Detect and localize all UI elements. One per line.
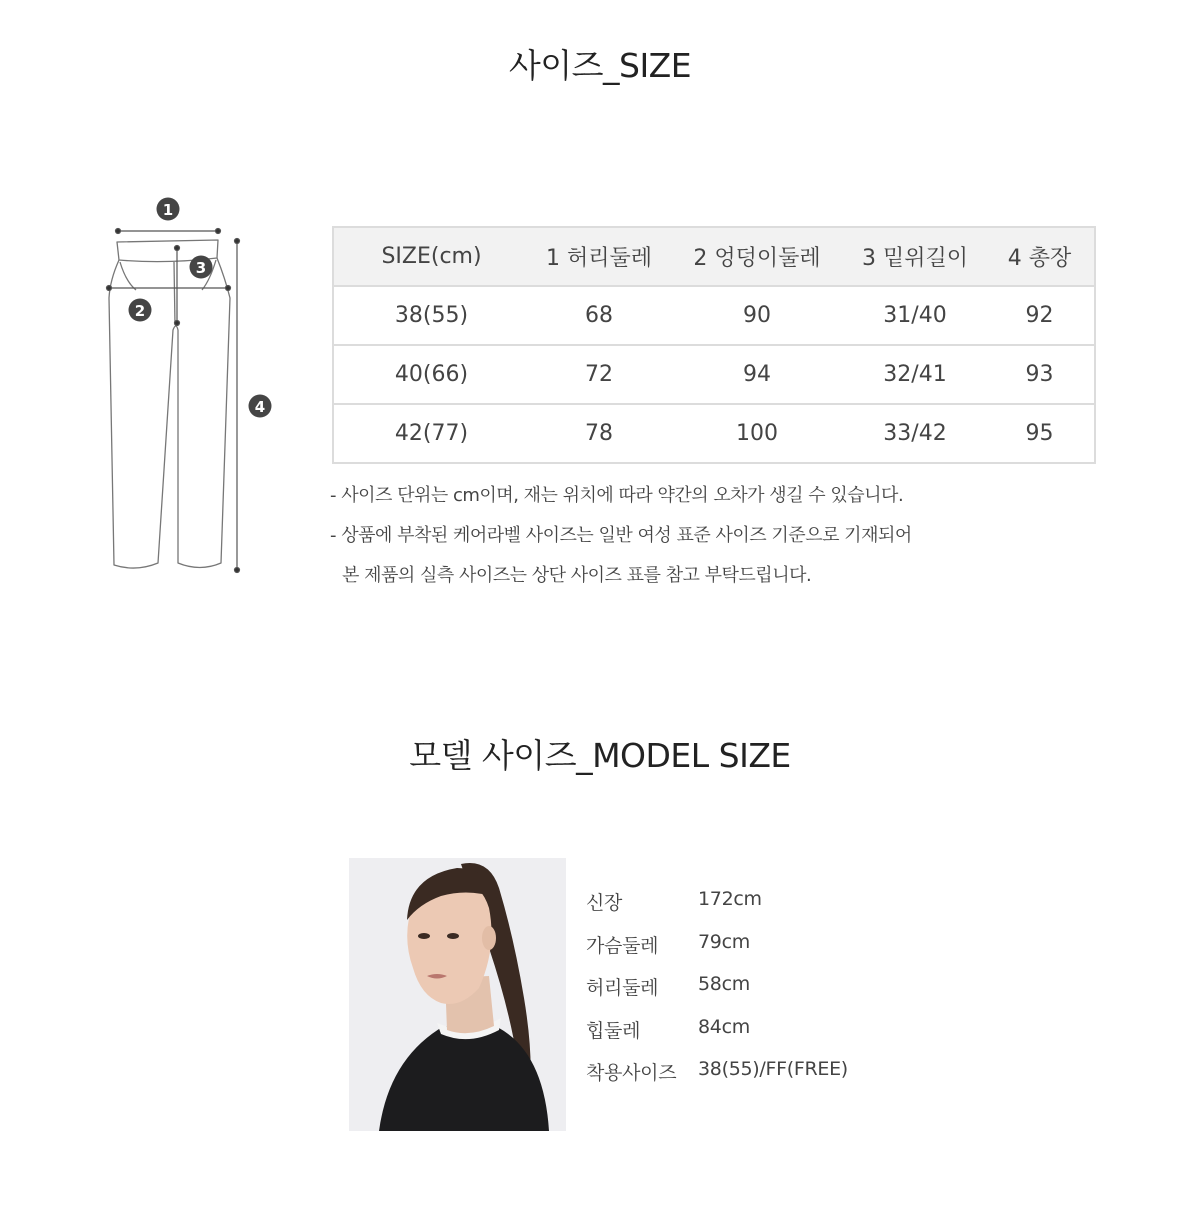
size-table-header-row: [333, 227, 1095, 286]
model-info-list: [586, 888, 848, 1101]
pants-measurement-diagram: [100, 190, 280, 590]
header-rise: 3 밑위길이: [862, 246, 968, 271]
header-hip: 2 엉덩이둘레: [693, 246, 821, 271]
table-cell: 95: [985, 404, 1095, 463]
svg-text:2: 2: [134, 302, 146, 320]
model-info-row-bust: [586, 931, 848, 974]
model-photo: [349, 858, 566, 1131]
info-label: 신장: [586, 892, 623, 914]
model-portrait-image: [349, 858, 566, 1131]
model-info-row-height: [586, 888, 848, 931]
table-cell: 93: [985, 345, 1095, 404]
note-line: - 상품에 부착된 케어라벨 사이즈는 일반 여성 표준 사이즈 기준으로 기재되어: [330, 525, 912, 546]
table-cell: 68: [529, 286, 669, 345]
table-cell: 42(77): [333, 404, 529, 463]
size-notes: [330, 480, 912, 600]
svg-text:1: 1: [162, 201, 174, 219]
table-cell: 100: [669, 404, 845, 463]
table-cell: 32/41: [845, 345, 985, 404]
table-cell: 40(66): [333, 345, 529, 404]
marker-3-icon: [190, 256, 213, 279]
info-value: 84cm: [698, 1015, 750, 1038]
size-section-title: 사이즈_SIZE: [508, 46, 692, 85]
table-cell: 94: [669, 345, 845, 404]
svg-text:4: 4: [254, 398, 266, 416]
info-value: 79cm: [698, 930, 750, 953]
table-cell: 92: [985, 286, 1095, 345]
info-value: 172cm: [698, 888, 762, 910]
table-row: [333, 286, 1095, 345]
table-cell: 78: [529, 404, 669, 463]
info-value: 38(55)/FF(FREE): [698, 1058, 848, 1080]
marker-2-icon: [129, 299, 152, 322]
table-cell: 72: [529, 345, 669, 404]
table-row: [333, 404, 1095, 463]
header-size: SIZE(cm): [381, 244, 482, 269]
size-table: [332, 226, 1096, 464]
header-waist: 1 허리둘레: [546, 246, 652, 271]
table-cell: 33/42: [845, 404, 985, 463]
table-cell: 31/40: [845, 286, 985, 345]
svg-text:3: 3: [195, 259, 207, 277]
info-label: 힙둘레: [586, 1019, 641, 1042]
header-length: 4 총장: [1007, 246, 1072, 271]
table-cell: 90: [669, 286, 845, 345]
info-label: 가슴둘레: [586, 934, 659, 957]
info-value: 58cm: [698, 973, 750, 995]
marker-4-icon: [249, 395, 272, 418]
model-section-title: 모델 사이즈_MODEL SIZE: [409, 736, 791, 775]
note-line: - 사이즈 단위는 cm이며, 재는 위치에 따라 약간의 오차가 생길 수 있습니다.: [330, 485, 904, 506]
model-info-row-hip: [586, 1016, 848, 1059]
marker-1-icon: [157, 198, 180, 221]
model-info-row-waist: [586, 973, 848, 1016]
note-line: 본 제품의 실측 사이즈는 상단 사이즈 표를 참고 부탁드립니다.: [342, 565, 812, 586]
info-label: 허리둘레: [586, 977, 659, 999]
model-info-row-worn-size: [586, 1058, 848, 1101]
table-cell: 38(55): [333, 286, 529, 345]
table-row: [333, 345, 1095, 404]
info-label: 착용사이즈: [586, 1062, 677, 1084]
